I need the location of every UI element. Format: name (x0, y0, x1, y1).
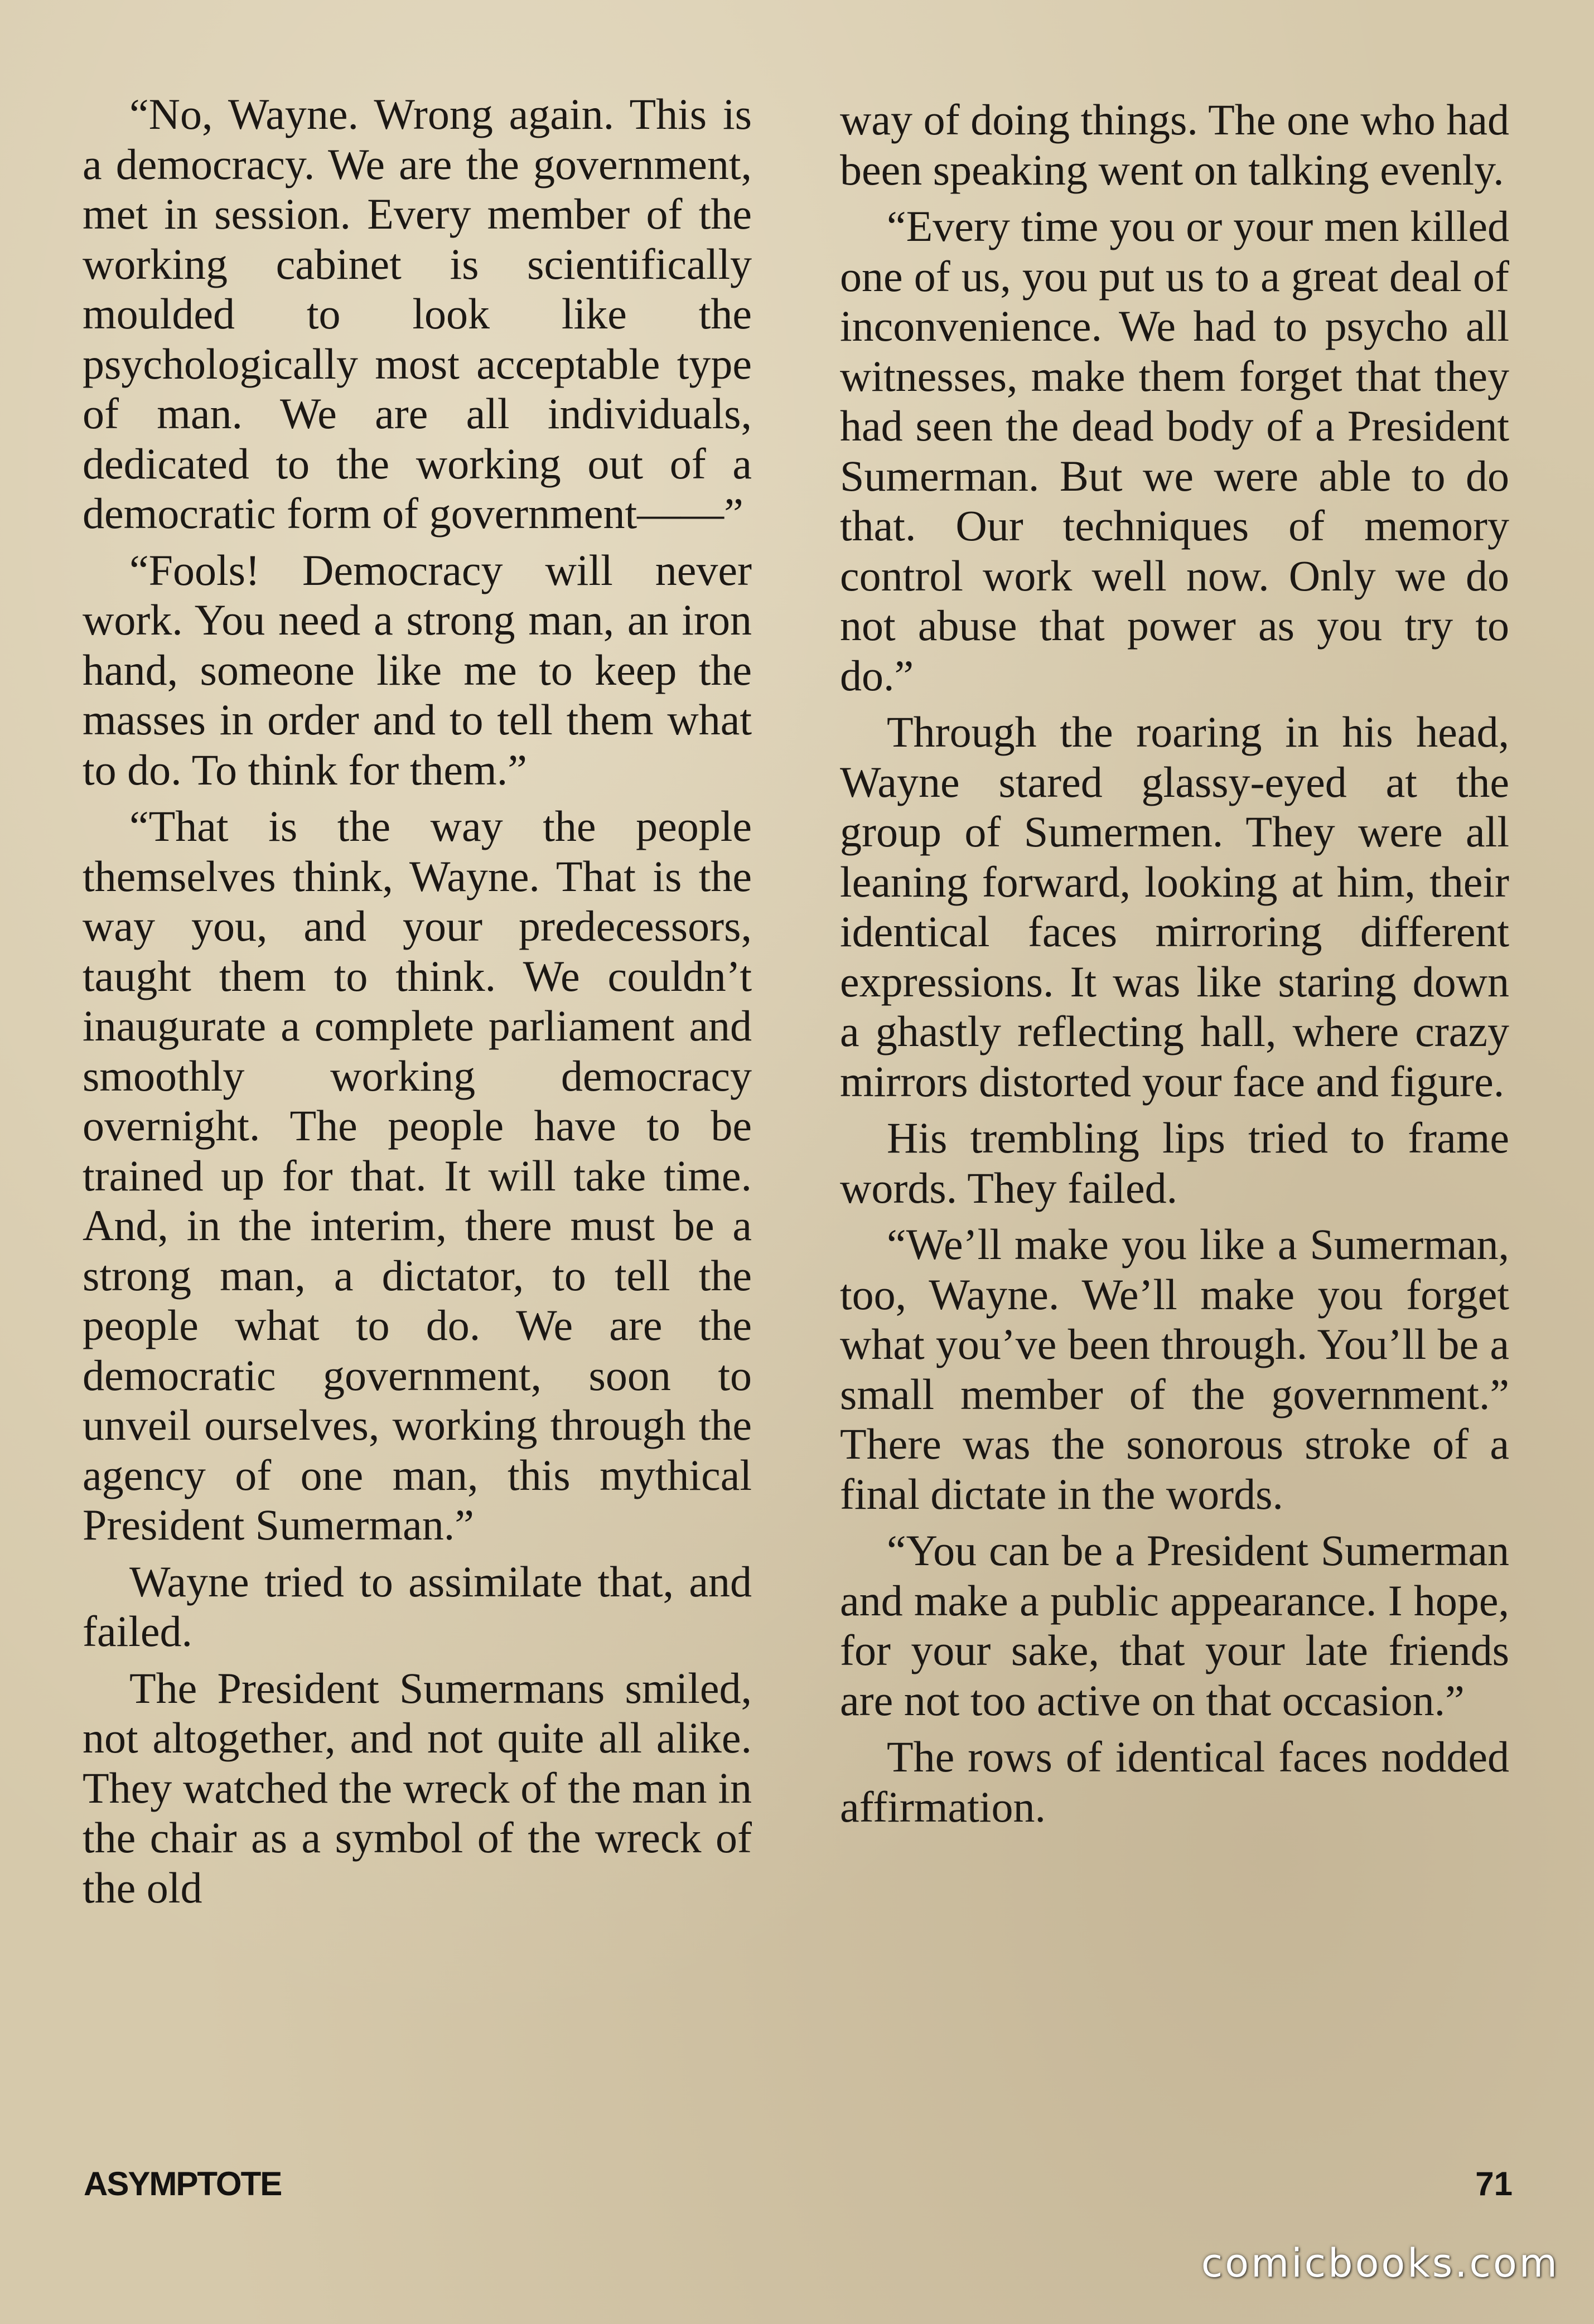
right-text-column (840, 95, 1509, 1838)
paragraph: The rows of identical faces nodded affirmation. (840, 1732, 1509, 1831)
paragraph: His trembling lips tried to frame words. They failed. (840, 1113, 1509, 1212)
paragraph: “We’ll make you like a Sumerman, too, Wayne. We’ll make you forget what you’ve been through. You’ll be a small member of the government.” There was the sonorous stroke of a final dictate in the words. (840, 1220, 1509, 1518)
watermark: comicbooks.com (1201, 2240, 1559, 2286)
running-footer-title: ASYMPTOTE (84, 2165, 282, 2202)
paragraph: Wayne tried to assimilate that, and failed. (83, 1557, 752, 1655)
paragraph: “Fools! Democracy will never work. You need a strong man, an iron hand, someone like me to keep the masses in order and to tell them what to do. To think for them.” (83, 545, 752, 794)
paragraph-continued: way of doing things. The one who had been speaking went on talking evenly. (840, 95, 1509, 194)
paragraph: “Every time you or your men killed one of us, you put us to a great deal of inconvenience. We had to psycho all witnesses, make them forget that they had seen the dead body of a President Sumerman. But we were able to do that. Our techniques of memory control work well now. Only we do not abuse that power as you try to do.” (840, 202, 1509, 700)
left-text-column (83, 89, 752, 1919)
paragraph: “You can be a President Sumerman and make a public appearance. I hope, for your sake, that your late friends are not too active on that occasion.” (840, 1526, 1509, 1725)
paragraph: The President Sumermans smiled, not altogether, and not quite all alike. They watched the wreck of the man in the chair as a symbol of the wreck of the old (83, 1663, 752, 1912)
paragraph: Through the roaring in his head, Wayne stared glassy-eyed at the group of Sumermen. They were all leaning forward, looking at him, their identical faces mirroring different expressions. It was like staring down a ghastly reflecting hall, where crazy mirrors distorted your face and figure. (840, 708, 1509, 1106)
paragraph: “No, Wayne. Wrong again. This is a democracy. We are the government, met in session. Every member of the working cabinet is scientifically moulded to look like the psychologically most acceptable type of man. We are all individuals, dedicated to the working out of a democratic form of government——” (83, 90, 752, 538)
paragraph: “That is the way the people themselves think, Wayne. That is the way you, and your predecessors, taught them to think. We couldn’t inaugurate a complete parliament and smoothly working democracy overnight. The people have to be trained up for that. It will take time. And, in the interim, there must be a strong man, a dictator, to tell the people what to do. We are the democratic government, soon to unveil ourselves, working through the agency of one man, this mythical President Sumerman.” (83, 802, 752, 1549)
page-number: 71 (1475, 2165, 1513, 2202)
